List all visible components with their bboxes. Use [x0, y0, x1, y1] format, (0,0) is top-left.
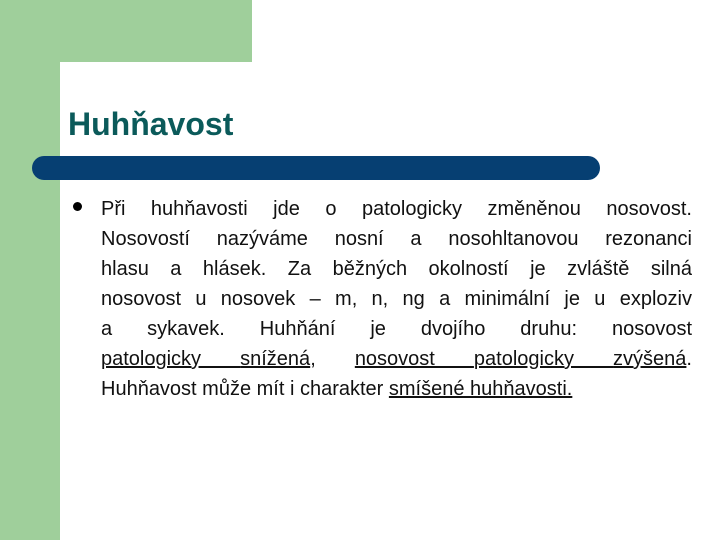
paragraph-line: Nosovostí nazýváme nosní a nosohltanovou rezonanci	[101, 228, 692, 250]
paragraph-line	[101, 344, 692, 374]
bullet-dot-icon	[73, 202, 82, 211]
underlined-term: nosovost	[354, 348, 474, 370]
text-segment: .	[686, 348, 692, 370]
green-top-block	[0, 0, 252, 62]
underlined-term: patologicky	[473, 348, 614, 370]
underlined-term: patologicky	[101, 348, 241, 370]
title-underline-bar	[32, 156, 600, 180]
slide-title: Huhňavost	[68, 106, 234, 142]
text-segment: Huhňavost může mít i charakter	[101, 378, 389, 400]
text-segment: ,	[310, 348, 355, 370]
underlined-term: smíšené huhňavosti.	[388, 378, 573, 400]
paragraph-line: hlasu a hlásek. Za běžných okolností je zvláště silná	[101, 258, 692, 280]
paragraph-line: Při huhňavosti jde o patologicky změněnou nosovost.	[101, 198, 692, 220]
bullet-paragraph	[101, 194, 692, 404]
underlined-term: zvýšená	[613, 348, 687, 370]
paragraph-line	[101, 374, 692, 404]
paragraph-line: nosovost u nosovek – m, n, ng a minimální je u exploziv	[101, 288, 692, 310]
underlined-term: snížená	[240, 348, 311, 370]
green-side-band	[0, 0, 60, 540]
paragraph-line: a sykavek. Huhňání je dvojího druhu: nosovost	[101, 318, 692, 340]
